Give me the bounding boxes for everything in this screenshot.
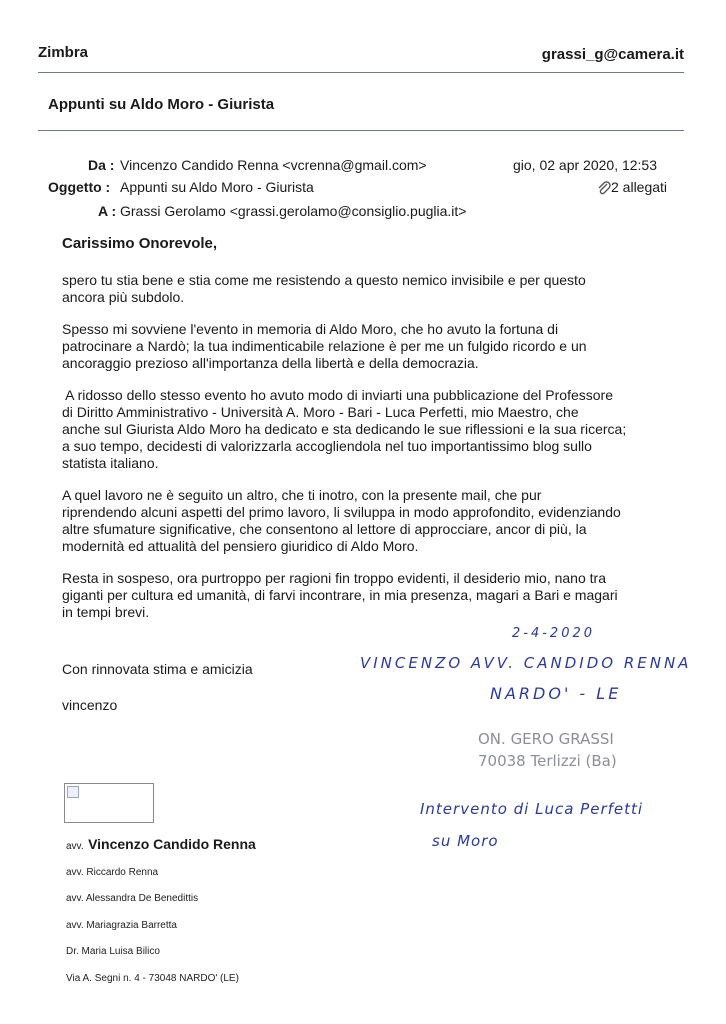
signature-line-2: avv. Alessandra De Benedittis xyxy=(66,893,199,904)
line: anche sul Giurista Aldo Moro ha dedicato e sta dedicando le sue riflessioni e la sua ricerca; xyxy=(62,421,627,437)
signature-line-3: avv. Mariagrazia Barretta xyxy=(66,920,177,931)
line: Spesso mi sovviene l'evento in memoria di Aldo Moro, che ho avuto la fortuna di xyxy=(62,321,559,337)
paragraph-4 xyxy=(62,487,682,555)
signoff: vincenzo xyxy=(62,697,118,713)
line: altre sfumature significative, che consentono al lettore di approcciare, ancor di più, la xyxy=(62,521,587,537)
header-divider xyxy=(38,72,684,73)
title-divider xyxy=(38,130,684,131)
handwritten-name: VINCENZO AVV. CANDIDO RENNA xyxy=(360,654,692,672)
line: riprendendo alcuni aspetti del primo lavoro, li sviluppa in modo approfondito, evidenziando xyxy=(62,504,621,520)
subject-value: Appunti su Aldo Moro - Giurista xyxy=(120,179,314,195)
attachments-count[interactable]: 2 allegati xyxy=(611,179,668,195)
line: modernità ed attualità del pensiero giuridico di Aldo Moro. xyxy=(62,538,419,554)
account-email: grassi_g@camera.it xyxy=(541,46,684,63)
signature-line-4: Dr. Maria Luisa Bilico xyxy=(66,946,160,957)
line: in tempi brevi. xyxy=(62,604,150,620)
line: A ridosso dello stesso evento ho avuto modo di inviarti una pubblicazione del Professore xyxy=(62,387,614,403)
broken-image-icon xyxy=(64,783,154,823)
mail-date: gio, 02 apr 2020, 12:53 xyxy=(513,157,658,173)
line: statista italiano. xyxy=(62,455,159,471)
app-name: Zimbra xyxy=(38,44,89,61)
line: ancoraggio prezioso all'importanza della libertà e della democrazia. xyxy=(62,355,479,371)
line: Resta in sospeso, ora purtroppo per ragioni fin troppo evidenti, il desiderio mio, nano tra xyxy=(62,570,606,586)
line: spero tu stia bene e stia come me resistendo a questo nemico invisibile e per questo xyxy=(62,272,586,288)
handwritten-city: NARDO' - LE xyxy=(490,684,622,703)
signature-address: Via A. Segni n. 4 - 73048 NARDO' (LE) xyxy=(66,973,239,984)
greeting: Carissimo Onorevole, xyxy=(62,235,218,252)
to-label: A : xyxy=(98,203,117,219)
closing: Con rinnovata stima e amicizia xyxy=(62,661,253,677)
paragraph-3 xyxy=(62,387,682,472)
from-label: Da : xyxy=(88,157,115,173)
signature-name-row xyxy=(66,836,256,854)
signature-name: Vincenzo Candido Renna xyxy=(88,836,256,852)
line: patrocinare a Nardò; la tua indimenticabile relazione è per me un fulgido ricordo e un xyxy=(62,338,587,354)
handwritten-date: 2-4-2020 xyxy=(512,626,596,641)
line: a suo tempo, decidesti di valorizzarla accogliendola nel tuo importantissimo blog sullo xyxy=(62,438,592,454)
stamp-address: 70038 Terlizzi (Ba) xyxy=(478,752,617,770)
paragraph-5 xyxy=(62,570,682,621)
mail-title: Appunti su Aldo Moro - Giurista xyxy=(48,96,275,113)
from-value[interactable]: Vincenzo Candido Renna <vcrenna@gmail.com> xyxy=(120,157,427,173)
stamp-name: ON. GERO GRASSI xyxy=(478,730,614,748)
handwritten-note-2: su Moro xyxy=(432,832,499,850)
to-value[interactable]: Grassi Gerolamo <grassi.gerolamo@consiglio.puglia.it> xyxy=(120,203,467,219)
paperclip-icon[interactable] xyxy=(596,179,612,196)
line: di Diritto Amministrativo - Università A. Moro - Bari - Luca Perfetti, mio Maestro, che xyxy=(62,404,579,420)
line: ancora più subdolo. xyxy=(62,289,185,305)
subject-label: Oggetto : xyxy=(48,179,111,195)
signature-line-1: avv. Riccardo Renna xyxy=(66,867,159,878)
paragraph-2 xyxy=(62,321,682,372)
mail-body xyxy=(62,235,682,636)
handwritten-note-1: Intervento di Luca Perfetti xyxy=(420,800,644,818)
line: giganti per cultura ed umanità, di farvi incontrare, in mia presenza, magari a Bari e magari xyxy=(62,587,618,603)
paragraph-1 xyxy=(62,272,682,306)
signature-prefix: avv. xyxy=(66,841,84,852)
line: A quel lavoro ne è seguito un altro, che ti inotro, con la presente mail, che pur xyxy=(62,487,542,503)
